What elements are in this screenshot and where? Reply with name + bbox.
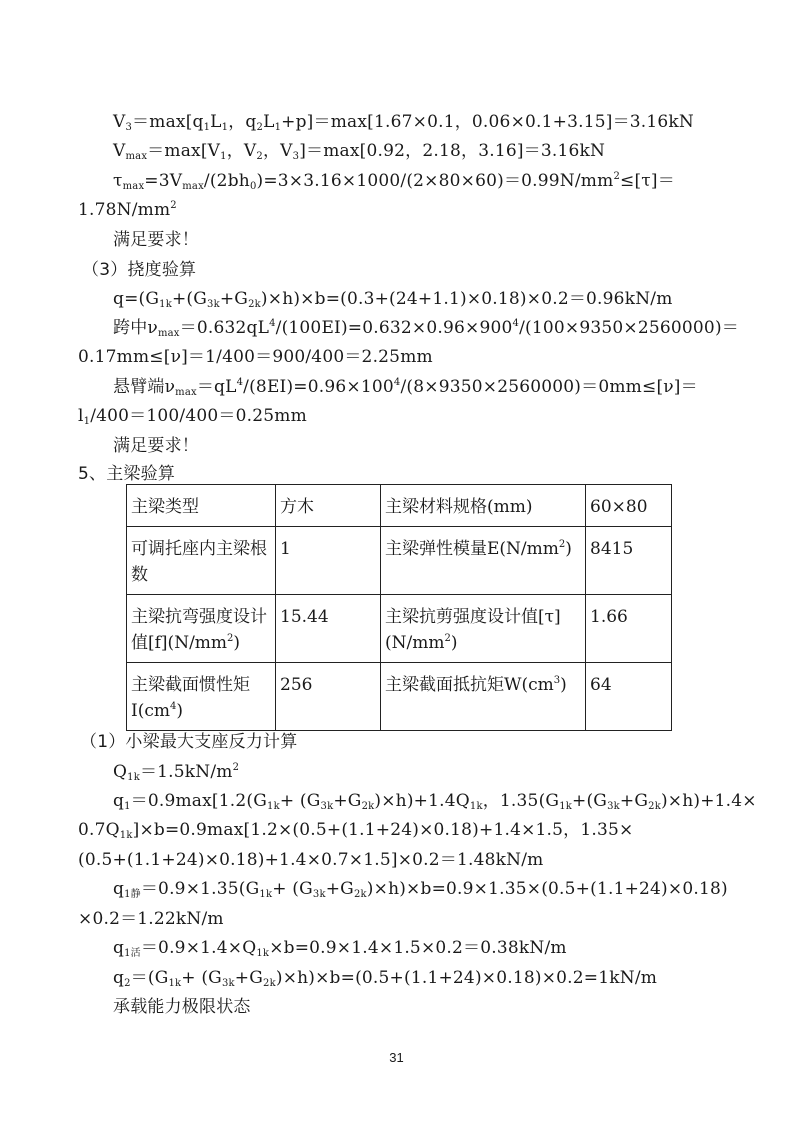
table-row bbox=[127, 485, 672, 527]
table-cell: 主梁材料规格(mm) bbox=[381, 485, 586, 527]
table-cell: 主梁抗弯强度设计值$[f](N/mm^2)$ bbox=[127, 595, 276, 663]
midspan-deflection-line-1: 跨中$\nu_{max}=0.632qL^4/(100EI)=0.632\times 0.96\times 900^4/(100\times 9350\times 2560000)=$ bbox=[113, 318, 739, 339]
section-main-beam-heading: 5、主梁验算 bbox=[78, 464, 176, 484]
midspan-deflection-line-2: 0.17mm≤[ν]＝1/400＝900/400＝2.25mm bbox=[78, 347, 433, 367]
table-cell: 主梁抗剪强度设计值$[\tau](N/mm^2)$ bbox=[381, 595, 586, 663]
requirement-met-1: 满足要求！ bbox=[113, 230, 199, 250]
deflection-load-line: $q=(G_{1k}+(G_{3k}+G_{2k})\times h)\times b=(0.3+(24+1.1)\times 0.18)\times 0.2=0.96kN/m$ bbox=[113, 289, 673, 310]
section-support-reaction-heading: （1）小梁最大支座反力计算 bbox=[80, 732, 298, 752]
cantilever-deflection-line-1: 悬臂端$\nu_{max}=qL^4/(8EI)=0.96\times 100^4/(8\times 9350\times 2560000)=0mm\le[\nu]=$ bbox=[113, 377, 698, 398]
table-row bbox=[127, 663, 672, 731]
page-number: 31 bbox=[389, 1050, 404, 1065]
design-load-line-1: $q_1=0.9\max[1.2(G_{1k}+ (G_{3k}+G_{2k})\times h)+1.4Q_{1k}$，$1.35(G_{1k}+(G_{3k}+G_{2k})\times h)+1.4\times$ bbox=[113, 791, 757, 812]
table-cell: 8415 bbox=[586, 527, 672, 595]
static-load-line-2: ×0.2＝1.22kN/m bbox=[78, 909, 224, 929]
static-load-line-1: $q_{1静}=0.9\times 1.35(G_{1k}+ (G_{3k}+G_{2k})\times h)\times b=0.9\times 1.35\times(0.5+(1.1+24)\times 0.18)$ bbox=[113, 879, 728, 900]
cantilever-deflection-line-2: $l_1/400=100/400=0.25mm$ bbox=[78, 406, 307, 427]
standard-load-line: $q_2=(G_{1k}+ (G_{3k}+G_{2k})\times h)\times b=(0.5+(1.1+24)\times 0.18)\times 0.2=1kN/m$ bbox=[113, 968, 658, 989]
design-load-line-2: $0.7Q_{1k}]\times b=0.9\max[1.2\times(0.5+(1.1+24)\times 0.18)+1.4\times 1.5$，1.35× bbox=[78, 820, 634, 841]
table-cell: 主梁弹性模量$E(N/mm^2)$ bbox=[381, 527, 586, 595]
shear-stress-line-2: $1.78N/mm^2$ bbox=[78, 200, 177, 220]
section-deflection-heading: （3）挠度验算 bbox=[82, 260, 197, 280]
table-cell: 方木 bbox=[276, 485, 381, 527]
shear-stress-line-1: $\tau_{max}=3V_{max}/(2bh_0)=3\times 3.16\times 1000/(2\times 80\times 60)=0.99N/mm^2\le[\tau]=$ bbox=[113, 171, 675, 192]
ultimate-limit-state-label: 承载能力极限状态 bbox=[113, 997, 251, 1017]
table-cell: 主梁截面抵抗矩$W(cm^3)$ bbox=[381, 663, 586, 731]
table-cell: 1 bbox=[276, 527, 381, 595]
shear-v3-line: $V_3=\max[q_1L_1$，$q_2L_1+p]=\max[1.67\times 0.1$，0.06×0.1+3.15]＝3.16kN bbox=[113, 112, 695, 133]
table-row bbox=[127, 595, 672, 663]
table-row bbox=[127, 527, 672, 595]
table-cell: 主梁截面惯性矩$I(cm^4)$ bbox=[127, 663, 276, 731]
table-cell: 15.44 bbox=[276, 595, 381, 663]
shear-vmax-line: $V_{max}=\max[V_1$，$V_2$，$V_3]=\max[0.92$，2.18，3.16]＝3.16kN bbox=[113, 141, 606, 162]
table-cell: 1.66 bbox=[586, 595, 672, 663]
main-beam-spec-table bbox=[126, 484, 672, 731]
table-cell: 64 bbox=[586, 663, 672, 731]
live-design-load-line: $q_{1活}=0.9\times 1.4\times Q_{1k}\times b=0.9\times 1.4\times 1.5\times 0.2=0.38kN/m$ bbox=[113, 938, 567, 959]
table-cell: 60×80 bbox=[586, 485, 672, 527]
live-load-line: $Q_{1k}=1.5kN/m^2$ bbox=[113, 762, 240, 783]
table-cell: 主梁类型 bbox=[127, 485, 276, 527]
design-load-line-3: (0.5+(1.1+24)×0.18)+1.4×0.7×1.5]×0.2＝1.48kN/m bbox=[78, 850, 544, 870]
table-cell: 可调托座内主梁根数 bbox=[127, 527, 276, 595]
table-cell: 256 bbox=[276, 663, 381, 731]
requirement-met-2: 满足要求！ bbox=[113, 436, 199, 456]
